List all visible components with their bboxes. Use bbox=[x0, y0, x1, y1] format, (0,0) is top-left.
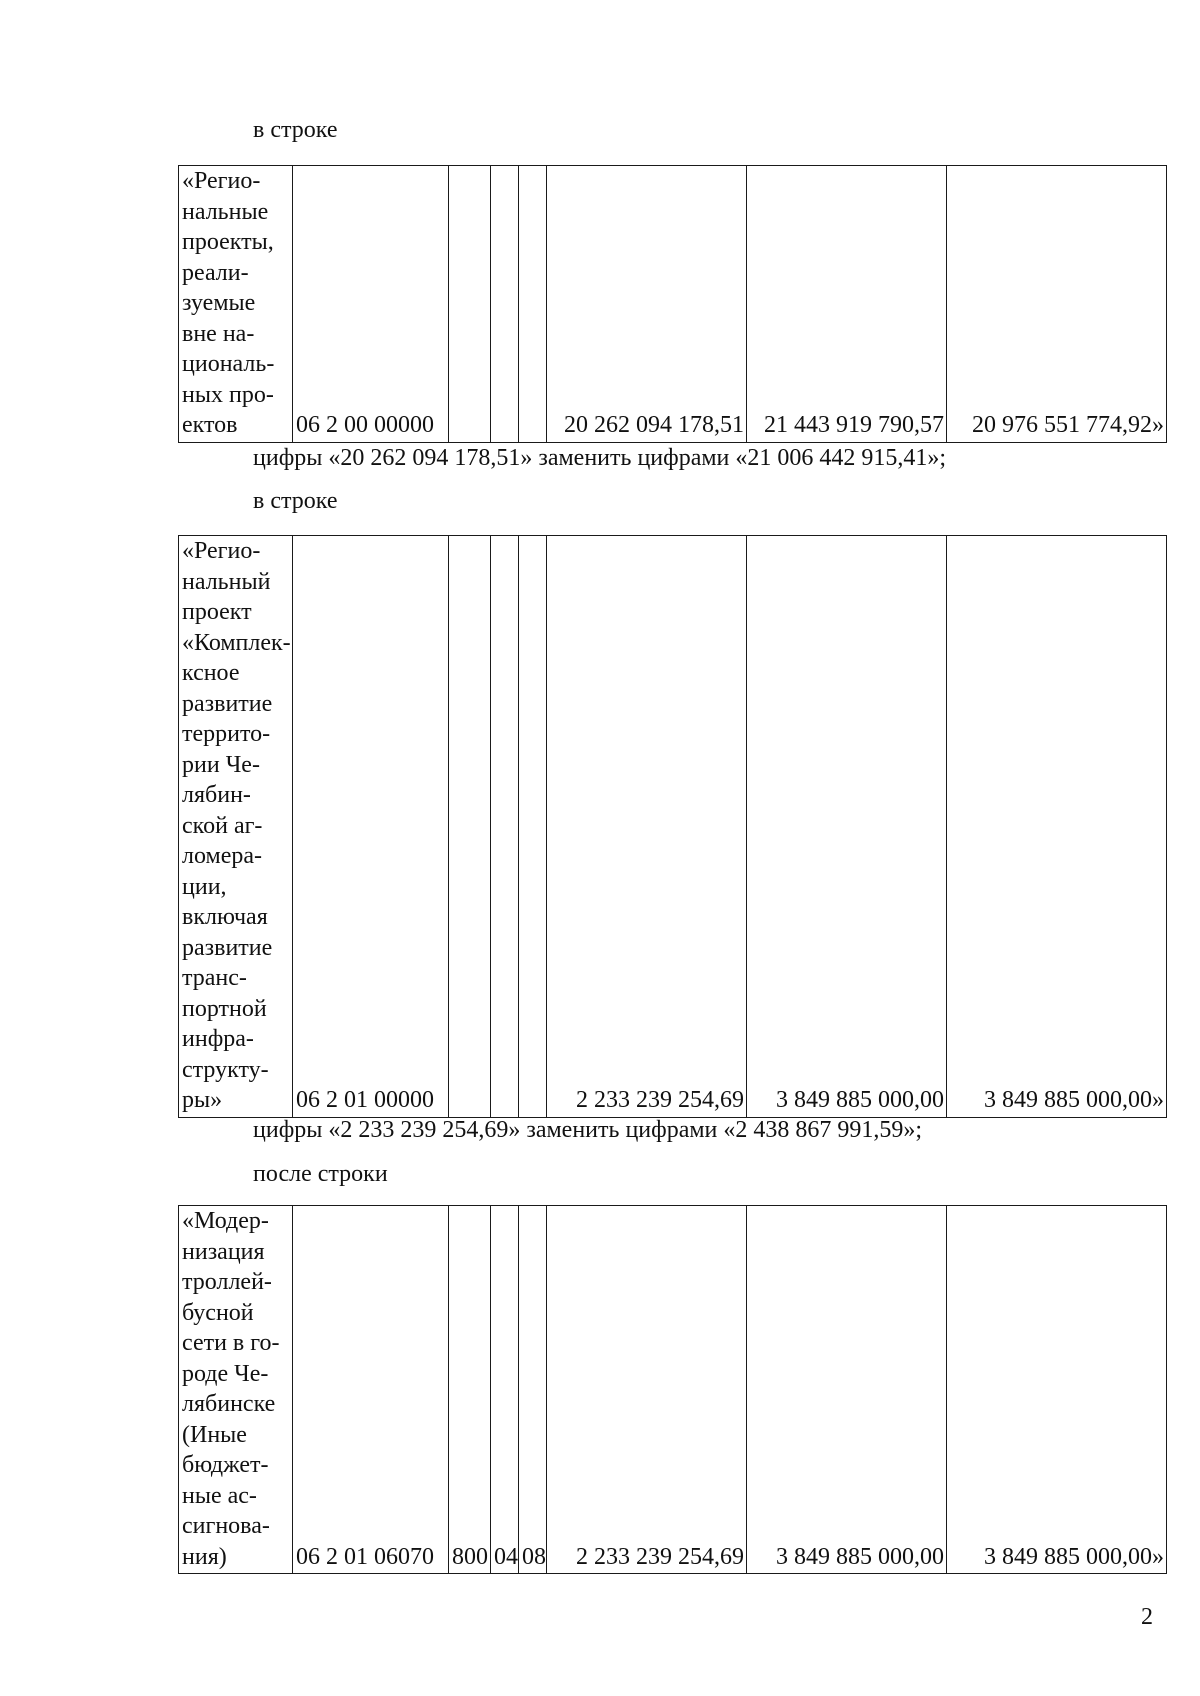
block-2-instruction: цифры «2 233 239 254,69» заменить цифрами «2 438 867 991,59»; bbox=[253, 1117, 923, 1143]
table-row bbox=[179, 536, 1167, 1118]
expense-type-cell bbox=[449, 536, 491, 1118]
subsection-cell bbox=[519, 166, 547, 443]
section-cell bbox=[491, 166, 519, 443]
subsection-cell: 08 bbox=[519, 1206, 547, 1574]
expense-type-cell bbox=[449, 166, 491, 443]
amount-year-1-cell: 20 262 094 178,51 bbox=[547, 166, 747, 443]
block-1-intro: в строке bbox=[253, 117, 338, 143]
amount-year-2-cell: 21 443 919 790,57 bbox=[747, 166, 947, 443]
block-2-intro: в строке bbox=[253, 488, 338, 514]
amount-year-1-cell: 2 233 239 254,69 bbox=[547, 1206, 747, 1574]
section-cell: 04 bbox=[491, 1206, 519, 1574]
table-row bbox=[179, 166, 1167, 443]
row-name-cell: «Регио- нальные проекты, реали- зуемые вне на- циональ- ных про- ектов bbox=[179, 166, 293, 443]
target-code-cell: 06 2 00 00000 bbox=[293, 166, 449, 443]
block-1-table bbox=[178, 165, 1167, 443]
table-row bbox=[179, 1206, 1167, 1574]
amount-year-2-cell: 3 849 885 000,00 bbox=[747, 1206, 947, 1574]
section-cell bbox=[491, 536, 519, 1118]
page-number: 2 bbox=[1141, 1604, 1153, 1630]
block-1-instruction: цифры «20 262 094 178,51» заменить цифрами «21 006 442 915,41»; bbox=[253, 445, 947, 471]
block-3-table bbox=[178, 1205, 1167, 1574]
expense-type-cell: 800 bbox=[449, 1206, 491, 1574]
block-2-table bbox=[178, 535, 1167, 1118]
target-code-cell: 06 2 01 06070 bbox=[293, 1206, 449, 1574]
row-name-cell: «Модер- низация троллей- бусной сети в го- роде Че- лябинске (Иные бюджет- ные ас- сигнова- ния) bbox=[179, 1206, 293, 1574]
amount-year-2-cell: 3 849 885 000,00 bbox=[747, 536, 947, 1118]
block-3-intro: после строки bbox=[253, 1161, 388, 1187]
amount-year-3-cell: 3 849 885 000,00» bbox=[947, 1206, 1167, 1574]
subsection-cell bbox=[519, 536, 547, 1118]
row-name-cell: «Регио- нальный проект «Комплек- ксное развитие террито- рии Че- лябин- ской аг- ломера- ции, включая развитие транс- портной инфра- структу- ры» bbox=[179, 536, 293, 1118]
amount-year-3-cell: 20 976 551 774,92» bbox=[947, 166, 1167, 443]
amount-year-3-cell: 3 849 885 000,00» bbox=[947, 536, 1167, 1118]
target-code-cell: 06 2 01 00000 bbox=[293, 536, 449, 1118]
amount-year-1-cell: 2 233 239 254,69 bbox=[547, 536, 747, 1118]
